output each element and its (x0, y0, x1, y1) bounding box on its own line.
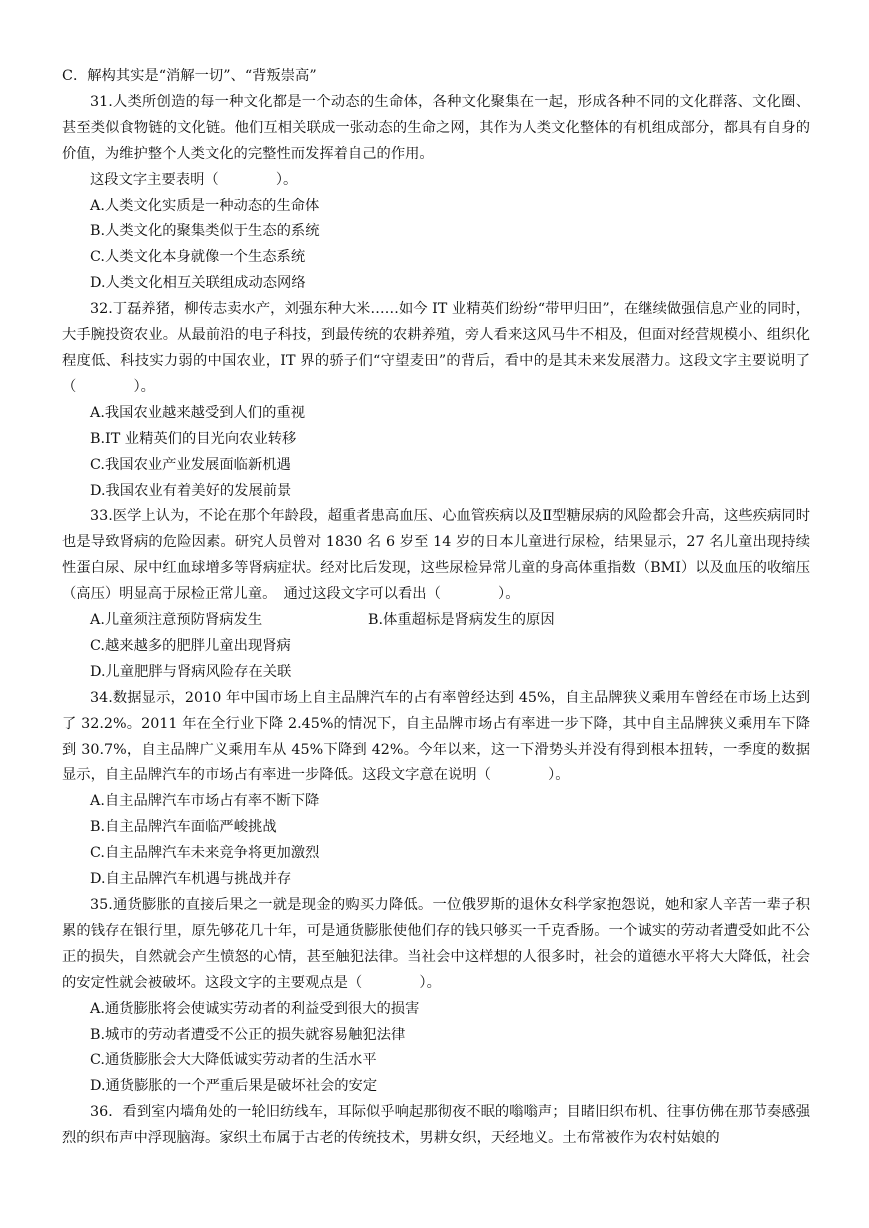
option-c: C.越来越多的肥胖儿童出现肾病 (90, 637, 291, 654)
option-b: B.城市的劳动者遭受不公正的损失就容易触犯法律 (90, 1026, 406, 1043)
question-text: 35.通货膨胀的直接后果之一就是现金的购买力降低。一位俄罗斯的退休女科学家抱怨说，她和家人辛苦一辈子积累的钱存在银行里，原先够花几十年，可是通货膨胀使他们存的钱只够买一千克香肠。一个诚实的劳动者遭受如此不公正的损失，自然就会产生愤怒的心情，甚至触犯法律。当社会中这样想的人很多时，社会的道德水平将大大降低，社会的安定性就会被破坏。这段文字的主要观点是（ ）。 (62, 897, 810, 991)
question-prompt: 这段文字主要表明（ ）。 (90, 171, 298, 188)
option-a: A.自主品牌汽车市场占有率不断下降 (90, 793, 320, 810)
question-36 (62, 1100, 810, 1152)
option-c: C.人类文化本身就像一个生态系统 (90, 249, 306, 266)
question-31 (62, 90, 810, 297)
question-34 (62, 686, 810, 893)
option-c: C.自主品牌汽车未来竞争将更加激烈 (90, 845, 320, 862)
previous-option-c: C．解构其实是“消解一切”、“背叛崇高” (62, 68, 317, 84)
option-b: B.自主品牌汽车面临严峻挑战 (90, 819, 277, 836)
option-d: D.通货膨胀的一个严重后果是破坏社会的安定 (90, 1078, 378, 1095)
option-d: D.人类文化相互关联组成动态网络 (90, 275, 306, 292)
question-33 (62, 504, 810, 685)
option-b: B.体重超标是肾病发生的原因 (368, 612, 555, 629)
option-d: D.儿童肥胖与肾病风险存在关联 (90, 663, 292, 680)
question-text: 36．看到室内墙角处的一轮旧纺线车，耳际似乎响起那彻夜不眠的嗡嗡声；目睹旧织布机、往事仿佛在那节奏感强烈的织布声中浮现脑海。家织土布属于古老的传统技术，男耕女织，天经地义。土布常被作为农村姑娘的 (62, 1104, 810, 1147)
question-text: 34.数据显示，2010 年中国市场上自主品牌汽车的占有率曾经达到 45%，自主品牌狭义乘用车曾经在市场上达到了 32.2%。2011 年在全行业下降 2.45%的情况下，自主品牌市场占有率进一步下降，其中自主品牌狭义乘用车下降到 30.7%，自主品牌广义乘用车从 45%下降到 42%。今年以来，这一下滑势头并没有得到根本扭转，一季度的数据显示，自主品牌汽车的市场占有率进一步降低。这段文字意在说明（ ）。 (62, 689, 810, 784)
question-text: 31.人类所创造的每一种文化都是一个动态的生命体，各种文化聚集在一起，形成各种不同的文化群落、文化圈、甚至类似食物链的文化链。他们互相关联成一张动态的生命之网，其作为人类文化整体的有机组成部分，都具有自身的价值，为维护整个人类文化的完整性而发挥着自己的作用。 (62, 93, 810, 162)
question-35 (62, 893, 810, 1100)
option-row-ab (62, 608, 810, 634)
question-text: 33.医学上认为，不论在那个年龄段，超重者患高血压、心血管疾病以及Ⅱ型糖尿病的风险都会升高，这些疾病同时也是导致肾病的危险因素。研究人员曾对 1830 名 6 岁至 14 岁的日本儿童进行尿检，结果显示，27 名儿童出现持续性蛋白尿、尿中红血球增多等肾病症状。经对比后发现，这些尿检异常儿童的身高体重指数（BMI）以及血压的收缩压（高压）明显高于尿检正常儿童。 通过这段文字可以看出（ ）。 (62, 508, 810, 603)
option-a: A.人类文化实质是一种动态的生命体 (90, 197, 320, 214)
option-b: B.IT 业精英们的目光向农业转移 (90, 430, 297, 447)
option-a: A.儿童须注意预防肾病发生 (90, 612, 263, 629)
option-d: D.我国农业有着美好的发展前景 (90, 482, 292, 499)
document-content (62, 64, 810, 1152)
option-c: C.通货膨胀会大大降低诚实劳动者的生活水平 (90, 1052, 377, 1069)
option-d: D.自主品牌汽车机遇与挑战并存 (90, 871, 292, 888)
option-a: A.通货膨胀将会使诚实劳动者的利益受到很大的损害 (90, 1000, 420, 1017)
question-text: 32.丁磊养猪，柳传志卖水产，刘强东种大米……如今 IT 业精英们纷纷“带甲归田”，在继续做强信息产业的同时，大手腕投资农业。从最前沿的电子科技，到最传统的农耕养殖，旁人看来这风马牛不相及，但面对经营规模小、组织化程度低、科技实力弱的中国农业，IT 界的骄子们“守望麦田”的背后，看中的是其未来发展潜力。这段文字主要说明了（ ）。 (62, 301, 810, 395)
question-32 (62, 297, 810, 504)
option-a: A.我国农业越来越受到人们的重视 (90, 404, 306, 421)
option-b: B.人类文化的聚集类似于生态的系统 (90, 223, 320, 240)
option-c: C.我国农业产业发展面临新机遇 (90, 456, 291, 473)
